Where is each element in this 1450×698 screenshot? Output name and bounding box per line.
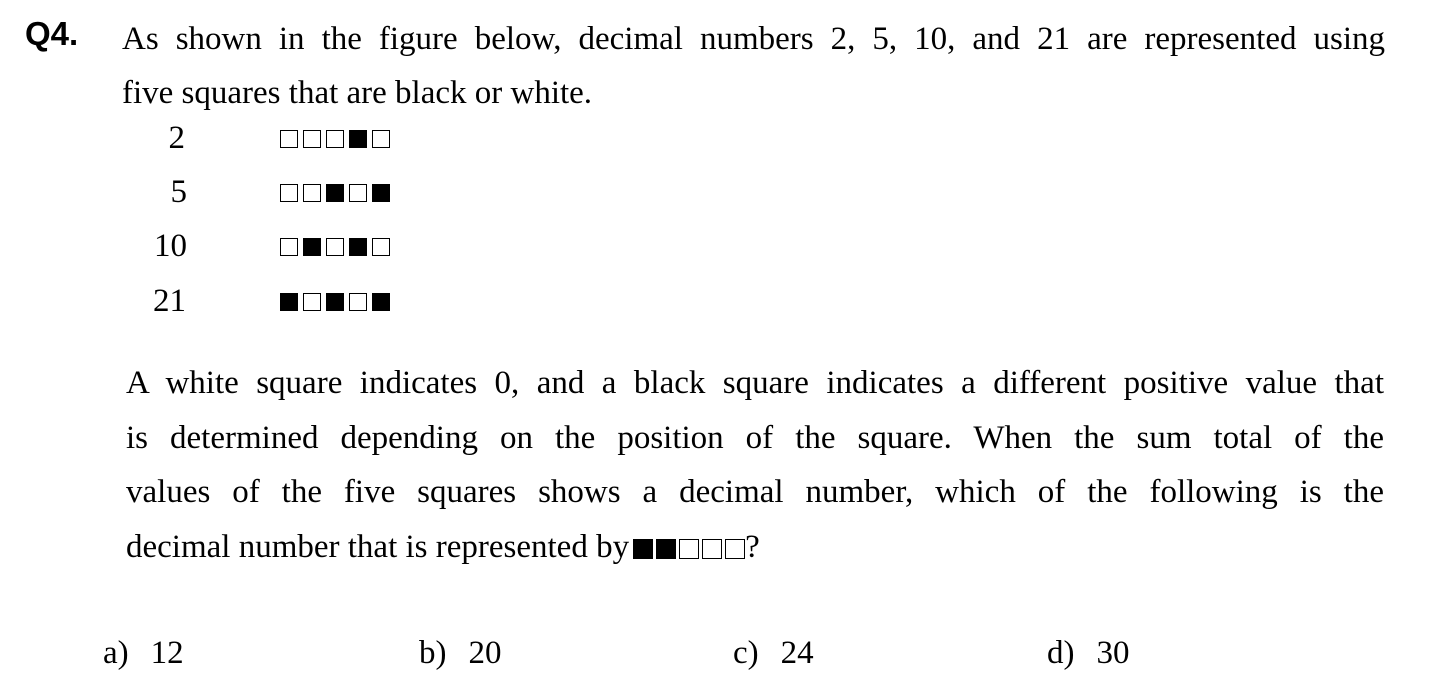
target-square-pattern bbox=[633, 539, 745, 559]
decimal-number: 2 bbox=[168, 120, 185, 156]
white-square bbox=[303, 293, 321, 311]
black-square bbox=[303, 238, 321, 256]
black-square bbox=[656, 539, 676, 559]
decimal-number: 10 bbox=[154, 228, 187, 264]
intro-line: As shown in the figure below, decimal numbers 2, 5, 10, and 21 are represented using bbox=[122, 21, 1385, 57]
white-square bbox=[349, 184, 367, 202]
white-square bbox=[280, 184, 298, 202]
option-a[interactable] bbox=[103, 631, 184, 675]
option-c[interactable] bbox=[733, 631, 814, 675]
white-square bbox=[280, 238, 298, 256]
white-square bbox=[303, 130, 321, 148]
black-square bbox=[372, 293, 390, 311]
option-label: b) bbox=[419, 635, 447, 671]
intro-line: five squares that are black or white. bbox=[122, 75, 593, 111]
option-d[interactable] bbox=[1047, 631, 1130, 675]
paragraph-line: A white square indicates 0, and a black square indicates a different positive value that bbox=[126, 365, 1384, 401]
question-intro bbox=[122, 12, 1385, 120]
table-row bbox=[0, 118, 500, 158]
paragraph-line: is determined depending on the position of the square. When the sum total of the bbox=[126, 419, 1384, 456]
table-row bbox=[0, 281, 500, 321]
paragraph-line: values of the five squares shows a decimal number, which of the following is the bbox=[126, 474, 1384, 510]
option-value: 20 bbox=[468, 635, 502, 671]
black-square bbox=[280, 293, 298, 311]
white-square bbox=[679, 539, 699, 559]
white-square bbox=[349, 293, 367, 311]
white-square bbox=[702, 539, 722, 559]
white-square bbox=[372, 238, 390, 256]
option-label: d) bbox=[1047, 635, 1075, 671]
option-value: 30 bbox=[1096, 635, 1130, 671]
paragraph-line bbox=[126, 520, 1384, 575]
white-square bbox=[326, 238, 344, 256]
paragraph-line-prefix: decimal number that is represented by bbox=[126, 528, 630, 565]
option-b[interactable] bbox=[419, 631, 502, 675]
black-square bbox=[326, 293, 344, 311]
white-square bbox=[725, 539, 745, 559]
question-number: Q4. bbox=[25, 15, 79, 52]
question-paragraph bbox=[126, 356, 1384, 574]
black-square bbox=[633, 539, 653, 559]
white-square bbox=[372, 130, 390, 148]
square-pattern bbox=[280, 130, 390, 150]
decimal-number: 5 bbox=[170, 174, 187, 210]
black-square bbox=[349, 130, 367, 148]
option-label: c) bbox=[733, 635, 759, 671]
black-square bbox=[326, 184, 344, 202]
white-square bbox=[303, 184, 321, 202]
option-label: a) bbox=[103, 635, 129, 671]
table-row bbox=[0, 172, 500, 212]
white-square bbox=[326, 130, 344, 148]
square-pattern bbox=[280, 293, 390, 313]
square-pattern bbox=[280, 184, 390, 204]
black-square bbox=[372, 184, 390, 202]
table-row bbox=[0, 226, 500, 266]
decimal-number: 21 bbox=[153, 283, 186, 319]
black-square bbox=[349, 238, 367, 256]
white-square bbox=[280, 130, 298, 148]
square-pattern bbox=[280, 238, 390, 258]
option-value: 12 bbox=[150, 635, 184, 671]
paragraph-line-suffix: ? bbox=[745, 528, 760, 565]
option-value: 24 bbox=[780, 635, 814, 671]
